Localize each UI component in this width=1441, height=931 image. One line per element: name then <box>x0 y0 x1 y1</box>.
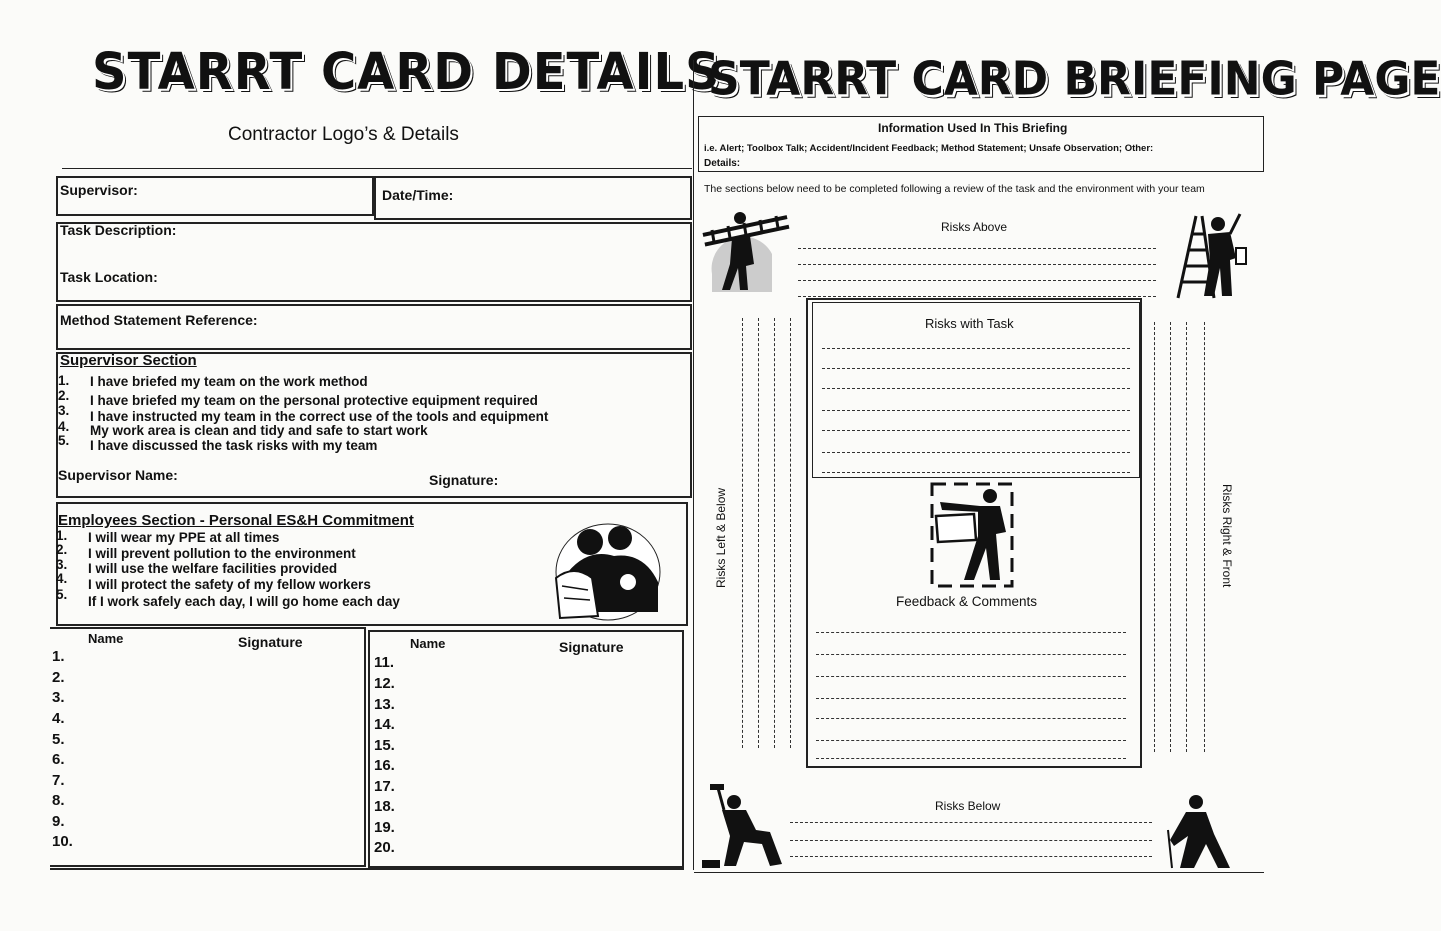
risks-above-line-2 <box>798 264 1156 265</box>
sup-item-3-num: 3. <box>58 403 70 418</box>
feedback-line-1 <box>816 632 1126 633</box>
sup-item-5-num: 5. <box>58 433 70 448</box>
sign-row-6: 6. <box>52 751 65 768</box>
emp-item-2-num: 2. <box>56 542 68 557</box>
feedback-line-3 <box>816 676 1126 677</box>
info-types: i.e. Alert; Toolbox Talk; Accident/Incident Feedback; Method Statement; Unsafe Observation; Other: <box>704 143 1154 154</box>
sign-row-4: 4. <box>52 710 65 727</box>
left-title: STARRT CARD DETAILS <box>92 42 721 102</box>
sign-row-16: 16. <box>374 757 395 774</box>
contractor-logo-text: Contractor Logo’s & Details <box>228 124 459 145</box>
emp-item-3-num: 3. <box>56 557 68 572</box>
risks-below-label: Risks Below <box>935 799 1001 813</box>
sign-table-left <box>50 627 366 867</box>
feedback-line-4 <box>816 698 1126 699</box>
feedback-line-2 <box>816 654 1126 655</box>
emp-item-4-num: 4. <box>56 571 68 586</box>
sup-item-4-num: 4. <box>58 419 70 434</box>
feedback-line-5 <box>816 718 1126 719</box>
sup-item-2-num: 2. <box>58 388 70 403</box>
details-label: Details: <box>704 158 741 169</box>
supervisor-section-heading: Supervisor Section <box>60 352 197 369</box>
risks-above-label: Risks Above <box>941 220 1008 234</box>
task-location-label: Task Location: <box>60 269 158 285</box>
emp-item-5: If I work safely each day, I will go home each day <box>88 594 400 609</box>
task-description-label: Task Description: <box>60 222 177 238</box>
sign-row-7: 7. <box>52 772 65 789</box>
sign-table-bottom-rule <box>50 868 684 870</box>
info-heading: Information Used In This Briefing <box>878 121 1068 135</box>
page-divider <box>693 60 694 870</box>
sign-row-15: 15. <box>374 737 395 754</box>
risks-left-below-label: Risks Left & Below <box>714 487 728 588</box>
kneeling-worker-icon <box>1160 790 1238 870</box>
employees-section-heading: Employees Section - Personal ES&H Commitment <box>58 512 414 529</box>
feedback-line-7 <box>816 758 1126 759</box>
supervisor-signature-label: Signature: <box>429 472 499 488</box>
risk-task-line-7 <box>822 472 1130 473</box>
left-side-line-2 <box>758 318 759 748</box>
name-header-left: Name <box>88 631 124 646</box>
risks-below-line-2 <box>790 840 1152 841</box>
risks-below-line-1 <box>790 822 1152 823</box>
emp-item-2: I will prevent pollution to the environment <box>88 546 356 561</box>
sup-item-3: I have instructed my team in the correct use of the tools and equipment <box>90 409 549 424</box>
feedback-label: Feedback & Comments <box>896 594 1038 609</box>
datetime-label: Date/Time: <box>382 187 454 203</box>
sign-row-2: 2. <box>52 669 65 686</box>
sign-row-9: 9. <box>52 813 65 830</box>
painter-on-ladder-icon <box>1170 208 1260 300</box>
sign-row-12: 12. <box>374 675 395 692</box>
emp-item-5-num: 5. <box>56 587 68 602</box>
risks-below-line-3 <box>790 856 1152 857</box>
presenter-with-board-icon <box>930 482 1016 590</box>
sign-row-14: 14. <box>374 716 395 733</box>
risk-task-line-5 <box>822 430 1130 431</box>
sign-row-8: 8. <box>52 792 65 809</box>
sign-row-18: 18. <box>374 798 395 815</box>
risks-with-task-label: Risks with Task <box>925 316 1014 331</box>
signature-header-left: Signature <box>238 634 303 650</box>
risk-task-line-1 <box>822 348 1130 349</box>
hammer-worker-icon <box>700 780 788 872</box>
right-bottom-rule <box>694 872 1264 873</box>
supervisor-name-label: Supervisor Name: <box>58 467 178 483</box>
left-side-line-4 <box>790 318 791 748</box>
left-side-line-1 <box>742 318 743 748</box>
left-side-line-3 <box>774 318 775 748</box>
sign-row-5: 5. <box>52 731 65 748</box>
right-side-line-3 <box>1186 322 1187 752</box>
right-side-line-2 <box>1170 322 1171 752</box>
emp-item-1-num: 1. <box>56 528 68 543</box>
sup-item-5: I have discussed the task risks with my team <box>90 438 378 453</box>
emp-item-3: I will use the welfare facilities provided <box>88 561 338 576</box>
sign-row-3: 3. <box>52 689 65 706</box>
emp-item-1: I will wear my PPE at all times <box>88 530 280 545</box>
sign-row-17: 17. <box>374 778 395 795</box>
method-statement-label: Method Statement Reference: <box>60 312 258 328</box>
sign-table-right <box>368 630 684 868</box>
instructions-text: The sections below need to be completed following a review of the task and the environment with your team <box>704 183 1205 195</box>
sup-item-1-num: 1. <box>58 373 70 388</box>
risks-above-line-4 <box>798 296 1156 297</box>
sign-row-19: 19. <box>374 819 395 836</box>
right-side-line-1 <box>1154 322 1155 752</box>
risks-right-front-label: Risks Right & Front <box>1220 484 1234 588</box>
right-side-line-4 <box>1204 322 1205 752</box>
right-title: STARRT CARD BRIEFING PAGE <box>708 52 1441 107</box>
sign-row-10: 10. <box>52 833 73 850</box>
risk-task-line-2 <box>822 368 1130 369</box>
header-rule <box>62 168 692 169</box>
sign-row-11: 11. <box>374 654 395 671</box>
sign-row-13: 13. <box>374 696 395 713</box>
sup-item-2: I have briefed my team on the personal protective equipment required <box>90 393 538 408</box>
emp-item-4: I will protect the safety of my fellow workers <box>88 577 371 592</box>
risk-task-line-6 <box>822 452 1130 453</box>
sign-row-1: 1. <box>52 648 65 665</box>
sign-row-20: 20. <box>374 839 395 856</box>
sup-item-4: My work area is clean and tidy and safe to start work <box>90 423 428 438</box>
supervisor-label: Supervisor: <box>60 182 138 198</box>
sup-item-1: I have briefed my team on the work method <box>90 374 368 389</box>
feedback-line-6 <box>816 740 1126 741</box>
name-header-right: Name <box>410 636 446 651</box>
risks-above-line-1 <box>798 248 1156 249</box>
team-huddle-icon <box>548 512 666 624</box>
ladder-worker-icon <box>702 204 790 294</box>
risks-above-line-3 <box>798 280 1156 281</box>
risk-task-line-4 <box>822 410 1130 411</box>
risk-task-line-3 <box>822 388 1130 389</box>
signature-header-right: Signature <box>559 639 624 655</box>
